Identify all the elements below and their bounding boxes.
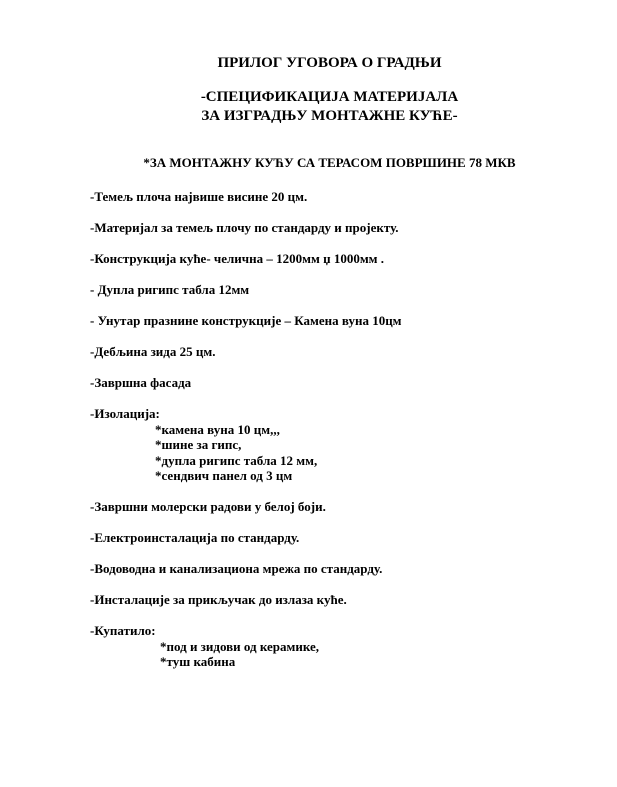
document-subtitle <box>52 88 607 126</box>
spec-line: -Изолација: <box>90 406 160 421</box>
spec-line: -Електроинсталација по стандарду. <box>90 530 300 545</box>
spec-line: -Инсталације за прикључак до излаза куће. <box>90 592 347 607</box>
section-heading: *ЗА МОНТАЖНУ КУЋУ СА ТЕРАСОМ ПОВРШИНЕ 78 МКВ <box>143 155 516 170</box>
spec-line: *дупла ригипс табла 12 мм, <box>155 452 318 468</box>
spec-line: -Дебљина зида 25 цм. <box>90 344 216 359</box>
document-title: ПРИЛОГ УГОВОРА О ГРАДЊИ <box>217 55 442 71</box>
document-subtitle-line2: ЗА ИЗГРАДЊУ МОНТАЖНЕ КУЋЕ- <box>201 108 458 124</box>
spec-line: -Завршна фасада <box>90 375 192 390</box>
spec-line: *шине за гипс, <box>155 437 242 452</box>
spec-line: -Завршни молерски радови у белој боји. <box>90 499 326 514</box>
spec-line: -Купатило: <box>90 623 156 638</box>
spec-line: *камена вуна 10 цм,,, <box>155 421 280 437</box>
spec-line: *туш кабина <box>160 654 236 669</box>
spec-line: -Конструкција куће- челична – 1200мм џ 1000мм . <box>90 251 385 266</box>
specification-list <box>52 189 607 670</box>
spec-line: - Дупла ригипс табла 12мм <box>90 282 250 297</box>
spec-line: *сендвич панел од 3 цм <box>155 468 293 483</box>
spec-line: *под и зидови од керамике, <box>160 638 320 654</box>
spec-line: -Материјал за темељ плочу по стандарду и пројекту. <box>90 220 399 235</box>
spec-line: - Унутар празнине конструкције – Камена вуна 10цм <box>90 313 402 328</box>
spec-line: -Темељ плоча највише висине 20 цм. <box>90 189 308 204</box>
document-subtitle-line1: -СПЕЦИФИКАЦИЈА МАТЕРИЈАЛА <box>200 89 459 105</box>
spec-line: -Водоводна и канализациона мрежа по стандарду. <box>90 561 383 576</box>
